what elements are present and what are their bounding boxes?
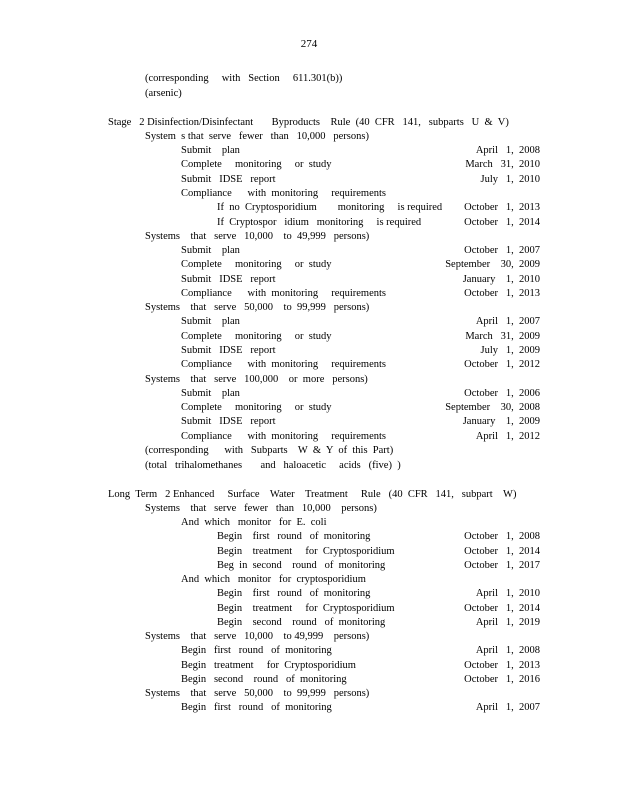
- schedule-item: Submit plan: [181, 145, 240, 156]
- schedule-subitem: Begin second round of monitoring: [217, 617, 386, 628]
- schedule-date: March 31, 2009: [465, 331, 540, 342]
- lt2-ecoli-label: And which monitor for E. coli: [181, 517, 327, 528]
- schedule-subitem: If Cryptospor idium monitoring is required: [217, 217, 422, 228]
- schedule-date: October 1, 2017: [464, 560, 540, 571]
- schedule-item: Submit plan: [181, 388, 240, 399]
- schedule-date: October 1, 2007: [464, 245, 540, 256]
- schedule-item: Compliance with monitoring requirements: [181, 431, 387, 442]
- schedule-date: April 1, 2019: [475, 617, 540, 628]
- schedule-item: Submit IDSE report: [181, 174, 276, 185]
- lt2-crypto-label: And which monitor for cryptosporidium: [181, 574, 366, 585]
- schedule-item: Submit IDSE report: [181, 345, 276, 356]
- schedule-date: July 1, 2009: [480, 345, 540, 356]
- schedule-date: October 1, 2013: [464, 660, 540, 671]
- stage2-lt10000-label: System s that serve fewer than 10,000 persons): [145, 131, 369, 142]
- schedule-date: January 1, 2010: [462, 274, 540, 285]
- intro-arsenic: (arsenic): [145, 88, 182, 99]
- schedule-date: October 1, 2008: [464, 531, 540, 542]
- schedule-date: July 1, 2010: [480, 174, 540, 185]
- schedule-item: Compliance with monitoring requirements: [181, 188, 387, 199]
- schedule-date: April 1, 2008: [475, 145, 540, 156]
- lt2-heading: Long Term 2 Enhanced Surface Water Treatment Rule (40 CFR 141, subpart W): [108, 489, 517, 500]
- schedule-item: Begin treatment for Cryptosporidium: [181, 660, 356, 671]
- schedule-date: September 30, 2008: [445, 402, 540, 413]
- stage2-heading: Stage 2 Disinfection/Disinfectant Byproducts Rule (40 CFR 141, subparts U & V): [108, 117, 509, 128]
- stage2-50000-label: Systems that serve 50,000 to 99,999 persons): [145, 302, 370, 313]
- schedule-date: October 1, 2014: [464, 603, 540, 614]
- lt2-10000-label: Systems that serve 10,000 to 49,999 persons): [145, 631, 370, 642]
- schedule-date: April 1, 2007: [475, 702, 540, 713]
- lt2-lt10000-label: Systems that serve fewer than 10,000 persons): [145, 503, 377, 514]
- schedule-item: Submit IDSE report: [181, 274, 276, 285]
- schedule-item: Begin second round of monitoring: [181, 674, 347, 685]
- schedule-item: Begin first round of monitoring: [181, 645, 332, 656]
- schedule-item: Complete monitoring or study: [181, 159, 332, 170]
- schedule-subitem: Begin treatment for Cryptosporidium: [217, 546, 395, 557]
- schedule-date: April 1, 2010: [475, 588, 540, 599]
- schedule-date: October 1, 2016: [464, 674, 540, 685]
- schedule-subitem: Beg in second round of monitoring: [217, 560, 386, 571]
- schedule-item: Submit plan: [181, 245, 240, 256]
- schedule-subitem: If no Cryptosporidium monitoring is required: [217, 202, 443, 213]
- stage2-100000-label: Systems that serve 100,000 or more persons): [145, 374, 368, 385]
- stage2-note-corresponding: (corresponding with Subparts W & Y of this Part): [145, 445, 394, 456]
- stage2-10000-label: Systems that serve 10,000 to 49,999 persons): [145, 231, 370, 242]
- schedule-subitem: Begin first round of monitoring: [217, 531, 371, 542]
- schedule-date: April 1, 2008: [475, 645, 540, 656]
- schedule-subitem: Begin treatment for Cryptosporidium: [217, 603, 395, 614]
- schedule-item: Compliance with monitoring requirements: [181, 359, 387, 370]
- schedule-date: October 1, 2014: [464, 546, 540, 557]
- schedule-date: January 1, 2009: [462, 416, 540, 427]
- schedule-item: Submit plan: [181, 316, 240, 327]
- schedule-date: October 1, 2014: [464, 217, 540, 228]
- schedule-date: October 1, 2006: [464, 388, 540, 399]
- schedule-item: Submit IDSE report: [181, 416, 276, 427]
- schedule-item: Complete monitoring or study: [181, 259, 332, 270]
- schedule-date: April 1, 2007: [475, 316, 540, 327]
- intro-corresponding: (corresponding with Section 611.301(b)): [145, 73, 343, 84]
- schedule-date: April 1, 2012: [475, 431, 540, 442]
- schedule-item: Begin first round of monitoring: [181, 702, 332, 713]
- schedule-subitem: Begin first round of monitoring: [217, 588, 371, 599]
- lt2-50000-label: Systems that serve 50,000 to 99,999 persons): [145, 688, 370, 699]
- schedule-date: October 1, 2013: [464, 202, 540, 213]
- schedule-date: September 30, 2009: [445, 259, 540, 270]
- stage2-note-total: (total trihalomethanes and haloacetic acids (five) ): [145, 460, 401, 471]
- schedule-item: Complete monitoring or study: [181, 402, 332, 413]
- schedule-date: October 1, 2013: [464, 288, 540, 299]
- schedule-item: Compliance with monitoring requirements: [181, 288, 387, 299]
- schedule-date: March 31, 2010: [465, 159, 540, 170]
- schedule-item: Complete monitoring or study: [181, 331, 332, 342]
- page-number: 274: [300, 38, 318, 50]
- schedule-date: October 1, 2012: [464, 359, 540, 370]
